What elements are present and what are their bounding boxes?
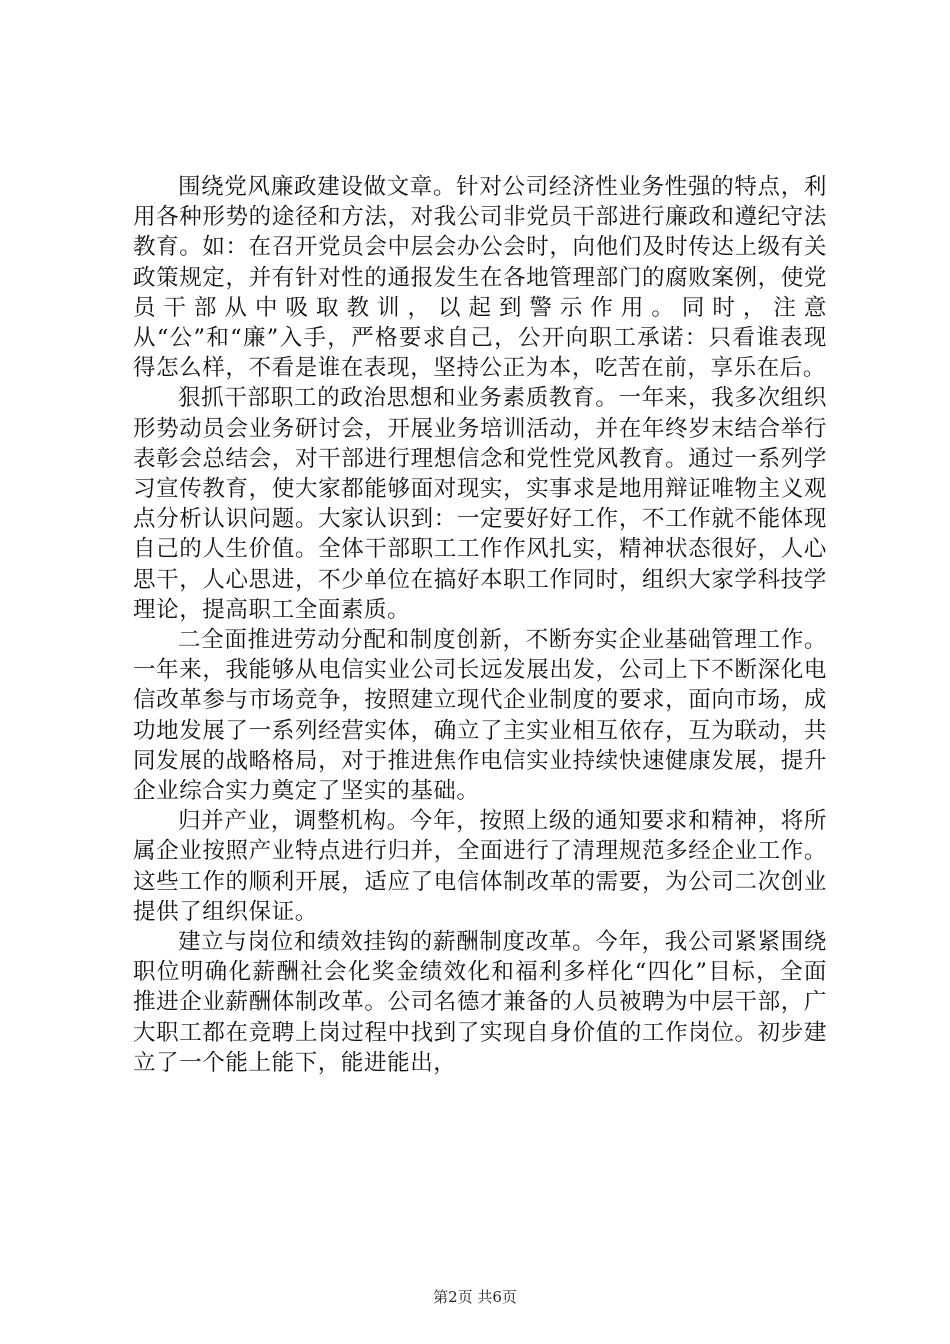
paragraph-1: 围绕党风廉政建设做文章。针对公司经济性业务性强的特点，利用各种形势的途径和方法，对我公司非党员干部进行廉政和遵纪守法教育。如：在召开党员会中层会办公会时，向他们及时传达上级有关政策规定，并有针对性的通报发生在各地管理部门的腐败案例，使党员干部从中吸取教训，以起到警示作用。同时，注意从“公”和“廉”入手，严格要求自己，公开向职工承诺：只看谁表现得怎么样，不看是谁在表现，坚持公正为本，吃苦在前，享乐在后。	[133, 174, 827, 382]
document-body	[133, 172, 827, 1078]
paragraph-2: 狠抓干部职工的政治思想和业务素质教育。一年来，我多次组织形势动员会业务研讨会，开展业务培训活动，并在年终岁末结合举行表彰会总结会，对干部进行理想信念和党性党风教育。通过一系列学习宣传教育，使大家都能够面对现实，实事求是地用辩证唯物主义观点分析认识问题。大家认识到：一定要好好工作，不工作就不能体现自己的人生价值。全体干部职工工作作风扎实，精神状态很好，人心思干，人心思进，不少单位在搞好本职工作同时，组织大家学科技学理论，提高职工全面素质。	[133, 385, 827, 623]
paragraph-3: 二全面推进劳动分配和制度创新，不断夯实企业基础管理工作。一年来，我能够从电信实业公司长远发展出发，公司上下不断深化电信改革参与市场竞争，按照建立现代企业制度的要求，面向市场，成功地发展了一系列经营实体，确立了主实业相互依存，互为联动，共同发展的战略格局，对于推进焦作电信实业持续快速健康发展，提升企业综合实力奠定了坚实的基础。	[133, 627, 827, 805]
paragraph-5: 建立与岗位和绩效挂钩的薪酬制度改革。今年，我公司紧紧围绕职位明确化薪酬社会化奖金绩效化和福利多样化“四化”目标，全面推进企业薪酬体制改革。公司名德才兼备的人员被聘为中层干部，广大职工都在竞聘上岗过程中找到了实现自身价值的工作岗位。初步建立了一个能上能下，能进能出，	[133, 929, 827, 1076]
paragraph-4: 归并产业，调整机构。今年，按照上级的通知要求和精神，将所属企业按照产业特点进行归并，全面进行了清理规范多经企业工作。这些工作的顺利开展，适应了电信体制改革的需要，为公司二次创业提供了组织保证。	[133, 808, 827, 925]
page-number-footer: 第2页 共6页	[433, 1288, 517, 1306]
